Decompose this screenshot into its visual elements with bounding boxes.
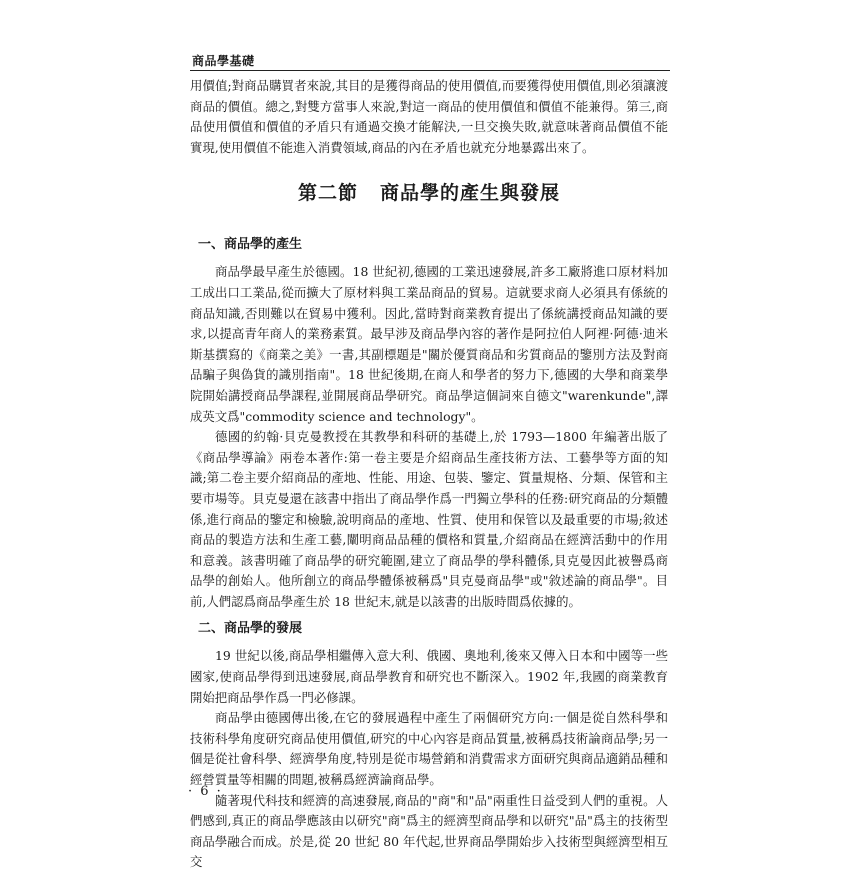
header-rule — [190, 70, 670, 71]
paragraph: 商品學最早產生於德國。18 世紀初,德國的工業迅速發展,許多工廠將進口原材料加工成出口工業品,從而擴大了原材料與工業品商品的貿易。這就要求商人必須具有係統的商品知識,否則難以在貿易中獲利。因此,當時對商業教育提出了係統講授商品知識的要求,以提高青年商人的業務素質。最早涉及商品學內容的著作是阿拉伯人阿裡·阿德·迪米斯基撰寫的《商業之美》一書,其副標題是"關於優質商品和劣質商品的鑒別方法及對商品騙子與偽貨的識別指南"。18 世紀後期,在商人和學者的努力下,德國的大學和商業學院開始講授商品學課程,並開展商品學研究。商品學這個詞來自德文"warenkunde",譯成英文爲"commodity science and technology"。 — [190, 264, 668, 424]
carryover-paragraph: 用價值;對商品購買者來說,其目的是獲得商品的使用價值,而要獲得使用價值,則必須讓渡商品的價值。總之,對雙方當事人來說,對這一商品的使用價值和價值不能兼得。第三,商品使用價值和價值的矛盾只有通過交換才能解決,一旦交換失敗,就意味著商品價值不能實現,使用價值不能進入消費領域,商品的內在矛盾也就充分地暴露出來了。 — [190, 78, 668, 155]
paragraph: 商品學由德國傳出後,在它的發展過程中產生了兩個研究方向:一個是從自然科學和技術科學角度研究商品使用價值,研究的中心內容是商品質量,被稱爲技術論商品學;另一個是從社會科學、經濟學角度,特別是從市場營銷和消費需求方面研究與商品適銷品種和經營質量等相關的問題,被稱爲經濟論商品學。 — [190, 710, 668, 788]
paragraph: 隨著現代科技和經濟的高速發展,商品的"商"和"品"兩重性日益受到人們的重視。人們感到,真正的商品學應該由以研究"商"爲主的經濟型商品學和以研究"品"爲主的技術型商品學融合而成。於是,從 20 世紀 80 年代起,世界商品學開始步入技術型與經濟型相互交 — [190, 792, 668, 870]
running-head: 商品學基礎 — [192, 54, 255, 68]
paragraph: 19 世紀以後,商品學相繼傳入意大利、俄國、奧地利,後來又傳入日本和中國等一些國家,使商品學得到迅速發展,商品學教育和研究也不斷深入。1902 年,我國的商業教育開始把商品學作爲一門必修課。 — [190, 648, 668, 705]
subheading-development: 二、商品學的發展 — [198, 621, 303, 637]
page-number: · 6 · — [188, 784, 223, 799]
section-number: 第二節 — [297, 182, 358, 205]
section-title — [190, 180, 668, 206]
page-body — [190, 76, 668, 873]
paragraph: 德國的約翰·貝克曼教授在其教學和科研的基礎上,於 1793—1800 年編著出版了《商品學導論》兩卷本著作:第一卷主要是介紹商品生產技術方法、工藝學等方面的知識;第二卷主要介紹商品的產地、性能、用途、包裝、鑒定、質量規格、分類、保管和主要市場等。貝克曼還在該書中指出了商品學作爲一門獨立學科的任務:研究商品的分類體係,進行商品的鑒定和檢驗,說明商品的產地、性質、使用和保管以及最重要的市場;敘述商品的製造方法和生產工藝,闡明商品品種的價格和質量,介紹商品在經濟活動中的作用和意義。該書明確了商品學的研究範圍,建立了商品學的學科體係,貝克曼因此被譽爲商品學的創始人。他所創立的商品學體係被稱爲"貝克曼商品學"或"敘述論的商品學"。目前,人們認爲商品學產生於 18 世紀末,就是以該書的出版時間爲依據的。 — [190, 429, 668, 609]
section-name: 商品學的產生與發展 — [380, 182, 561, 205]
subheading-origin: 一、商品學的產生 — [198, 237, 303, 253]
